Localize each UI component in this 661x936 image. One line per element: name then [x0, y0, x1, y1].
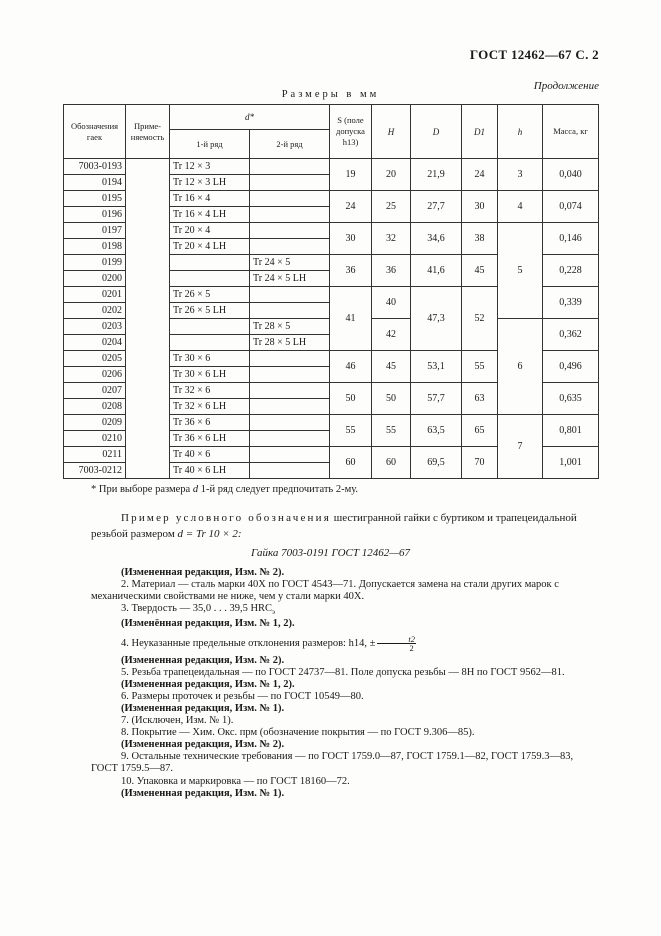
clause-7: 7. (Исключен, Изм. № 1).	[121, 715, 234, 727]
header-row2: 2-й ряд	[250, 130, 330, 159]
row1-cell: Tr 20 × 4	[170, 223, 250, 239]
d-outer-cell: 47,3	[411, 287, 462, 351]
header-d1: D1	[462, 105, 498, 159]
row1-cell: Tr 30 × 6	[170, 351, 250, 367]
row1-cell: Tr 36 × 6 LH	[170, 431, 250, 447]
header-h-lower: h	[498, 105, 543, 159]
mass-cell: 0,635	[543, 383, 599, 415]
s-cell: 41	[330, 287, 372, 351]
row1-cell: Tr 20 × 4 LH	[170, 239, 250, 255]
s-cell: 60	[330, 447, 372, 479]
h-lower-cell: 3	[498, 159, 543, 191]
mass-cell: 0,339	[543, 287, 599, 319]
row1-cell	[170, 319, 250, 335]
mass-cell: 1,001	[543, 447, 599, 479]
clause-2: 2. Материал — сталь марки 40Х по ГОСТ 4543—71. Допускается замена на стали других марок с механическими свойствами не ниже, чем у стали марки 40Х.	[91, 579, 559, 603]
d-outer-cell: 57,7	[411, 383, 462, 415]
mass-cell: 0,040	[543, 159, 599, 191]
row1-cell: Tr 32 × 6	[170, 383, 250, 399]
row2-cell	[250, 431, 330, 447]
row2-cell	[250, 223, 330, 239]
clause-9: 9. Остальные технические требования — по ГОСТ 1759.0—87, ГОСТ 1759.1—82, ГОСТ 1759.3—83, ГОСТ 1759.5—87.	[91, 751, 574, 775]
sizes-caption: Размеры в мм	[281, 89, 380, 100]
clause-6: 6. Размеры проточек и резьбы — по ГОСТ 10549—80.	[121, 690, 364, 702]
example-formula: d = Tr 10 × 2:	[177, 528, 242, 540]
row1-cell	[170, 335, 250, 351]
fraction-denominator: 2	[409, 642, 414, 653]
amendment-note: (Измененная редакция, Изм. № 2).	[121, 567, 285, 578]
designation-cell: 0205	[64, 351, 126, 367]
d1-cell: 30	[462, 191, 498, 223]
row1-cell: Tr 32 × 6 LH	[170, 399, 250, 415]
designation-cell: 0196	[64, 207, 126, 223]
d1-cell: 45	[462, 255, 498, 287]
row2-cell	[250, 415, 330, 431]
clause-4-text: 4. Неуказанные предельные отклонения размеров: h14, ±	[121, 637, 376, 649]
s-cell: 30	[330, 223, 372, 255]
s-cell: 36	[330, 255, 372, 287]
h-upper-cell: 36	[372, 255, 411, 287]
designation-cell: 0204	[64, 335, 126, 351]
designation-cell: 0202	[64, 303, 126, 319]
footnote-star: * При выборе размера	[91, 484, 191, 495]
table-row	[64, 159, 599, 175]
amendment-note: (Измененная редакция, Изм. № 2).	[121, 654, 285, 666]
designation-cell: 0195	[64, 191, 126, 207]
s-cell: 55	[330, 415, 372, 447]
row2-cell	[250, 159, 330, 175]
designation-cell: 0201	[64, 287, 126, 303]
designation-cell: 0210	[64, 431, 126, 447]
h-upper-cell: 32	[372, 223, 411, 255]
clause-5: 5. Резьба трапецеидальная — по ГОСТ 24737—81. Поле допуска резьбы — 8Н по ГОСТ 9562—81.	[121, 666, 565, 678]
d-outer-cell: 21,9	[411, 159, 462, 191]
h-upper-cell: 55	[372, 415, 411, 447]
mass-cell: 0,496	[543, 351, 599, 383]
row2-cell	[250, 175, 330, 191]
amendment-note: (Изменённая редакция, Изм. № 1, 2).	[121, 618, 295, 630]
fraction	[377, 635, 416, 652]
row1-cell	[170, 271, 250, 287]
mass-cell: 0,228	[543, 255, 599, 287]
h-upper-cell: 20	[372, 159, 411, 191]
d1-cell: 65	[462, 415, 498, 447]
header-mass: Масса, кг	[543, 105, 599, 159]
row2-cell: Tr 28 × 5 LH	[250, 335, 330, 351]
amendment-note: (Измененная редакция, Изм. № 1, 2).	[121, 678, 295, 690]
header-row1: 1-й ряд	[170, 130, 250, 159]
row1-cell: Tr 16 × 4	[170, 191, 250, 207]
header-designation: Обозначения гаек	[64, 105, 126, 159]
row2-cell	[250, 207, 330, 223]
footnote-rest: 1-й ряд следует предпочитать 2-му.	[200, 484, 359, 495]
h-lower-cell: 5	[498, 223, 543, 319]
clause-3-subscript: э	[272, 608, 276, 617]
mass-cell: 0,146	[543, 223, 599, 255]
d-outer-cell: 69,5	[411, 447, 462, 479]
s-cell: 50	[330, 383, 372, 415]
clause-4	[91, 635, 598, 652]
h-lower-cell: 6	[498, 319, 543, 415]
h-lower-cell: 4	[498, 191, 543, 223]
d1-cell: 70	[462, 447, 498, 479]
row2-cell	[250, 303, 330, 319]
amendment-note: (Измененная редакция, Изм. № 2).	[121, 739, 285, 751]
row1-cell: Tr 36 × 6	[170, 415, 250, 431]
designation-cell: 0197	[64, 223, 126, 239]
h-upper-cell: 42	[372, 319, 411, 351]
row2-cell: Tr 28 × 5	[250, 319, 330, 335]
mass-cell: 0,362	[543, 319, 599, 351]
row2-cell	[250, 367, 330, 383]
clause-3-text: 3. Твердость — 35,0 . . . 39,5 HRC	[121, 603, 273, 615]
page-header: ГОСТ 12462—67 С. 2	[469, 47, 599, 62]
header-applicability: Приме- няемость	[126, 105, 170, 159]
row2-cell	[250, 351, 330, 367]
row2-cell: Tr 24 × 5	[250, 255, 330, 271]
example-label: Пример условного обозначения	[121, 512, 331, 524]
dimensions-table	[63, 104, 599, 479]
h-upper-cell: 45	[372, 351, 411, 383]
d1-cell: 63	[462, 383, 498, 415]
d1-cell: 55	[462, 351, 498, 383]
designation-cell: 0207	[64, 383, 126, 399]
clause-8: 8. Покрытие — Хим. Окс. прм (обозначение покрытия — по ГОСТ 9.306—85).	[121, 727, 475, 739]
designation-cell: 0194	[64, 175, 126, 191]
designation-cell: 7003-0193	[64, 159, 126, 175]
row1-cell	[170, 255, 250, 271]
h-upper-cell: 50	[372, 383, 411, 415]
d1-cell: 38	[462, 223, 498, 255]
d-outer-cell: 41,6	[411, 255, 462, 287]
h-upper-cell: 25	[372, 191, 411, 223]
row2-cell	[250, 447, 330, 463]
designation-cell: 0209	[64, 415, 126, 431]
row2-cell	[250, 399, 330, 415]
amendment-note: (Измененная редакция, Изм. № 1).	[121, 702, 285, 714]
designation-cell: 0200	[64, 271, 126, 287]
designation-cell: 0203	[64, 319, 126, 335]
s-cell: 19	[330, 159, 372, 191]
d-outer-cell: 27,7	[411, 191, 462, 223]
d-outer-cell: 63,5	[411, 415, 462, 447]
row2-cell	[250, 191, 330, 207]
amendment-note: (Измененная редакция, Изм. № 1).	[121, 787, 285, 799]
s-cell: 46	[330, 351, 372, 383]
row2-cell	[250, 383, 330, 399]
designation-cell: 0206	[64, 367, 126, 383]
clause-10: 10. Упаковка и маркировка — по ГОСТ 18160—72.	[121, 775, 350, 787]
header-d-outer: D	[411, 105, 462, 159]
designation-cell: 7003-0212	[64, 463, 126, 479]
example-title: Гайка 7003-0191 ГОСТ 12462—67	[250, 547, 411, 559]
d1-cell: 24	[462, 159, 498, 191]
designation-cell: 0199	[64, 255, 126, 271]
mass-cell: 0,074	[543, 191, 599, 223]
d-outer-cell: 53,1	[411, 351, 462, 383]
row1-cell: Tr 12 × 3 LH	[170, 175, 250, 191]
row1-cell: Tr 30 × 6 LH	[170, 367, 250, 383]
row2-cell	[250, 463, 330, 479]
row1-cell: Tr 40 × 6	[170, 447, 250, 463]
designation-cell: 0198	[64, 239, 126, 255]
row1-cell: Tr 26 × 5 LH	[170, 303, 250, 319]
header-h-upper: H	[372, 105, 411, 159]
row1-cell: Tr 40 × 6 LH	[170, 463, 250, 479]
footnote-d: d	[192, 484, 199, 495]
row2-cell: Tr 24 × 5 LH	[250, 271, 330, 287]
h-upper-cell: 60	[372, 447, 411, 479]
example-text: шестигранной гайки с буртиком и трапецеидальной резьбой размером	[91, 512, 577, 540]
table-footnote	[91, 484, 358, 495]
header-s: S (поле допуска h13)	[330, 105, 372, 159]
d-outer-cell: 34,6	[411, 223, 462, 255]
designation-cell: 0208	[64, 399, 126, 415]
row1-cell: Tr 26 × 5	[170, 287, 250, 303]
header-d: d*	[170, 105, 330, 130]
row2-cell	[250, 287, 330, 303]
mass-cell: 0,801	[543, 415, 599, 447]
d1-cell: 52	[462, 287, 498, 351]
designation-cell: 0211	[64, 447, 126, 463]
continued-label: Продолжение	[533, 80, 599, 92]
fraction-numerator: t2	[377, 635, 416, 644]
applicability-cell	[126, 159, 170, 479]
s-cell: 24	[330, 191, 372, 223]
clause-3	[91, 603, 598, 618]
row2-cell	[250, 239, 330, 255]
requirements-text	[91, 567, 598, 800]
row1-cell: Tr 12 × 3	[170, 159, 250, 175]
h-lower-cell: 7	[498, 415, 543, 479]
row1-cell: Tr 16 × 4 LH	[170, 207, 250, 223]
designation-example	[91, 510, 598, 542]
h-upper-cell: 40	[372, 287, 411, 319]
